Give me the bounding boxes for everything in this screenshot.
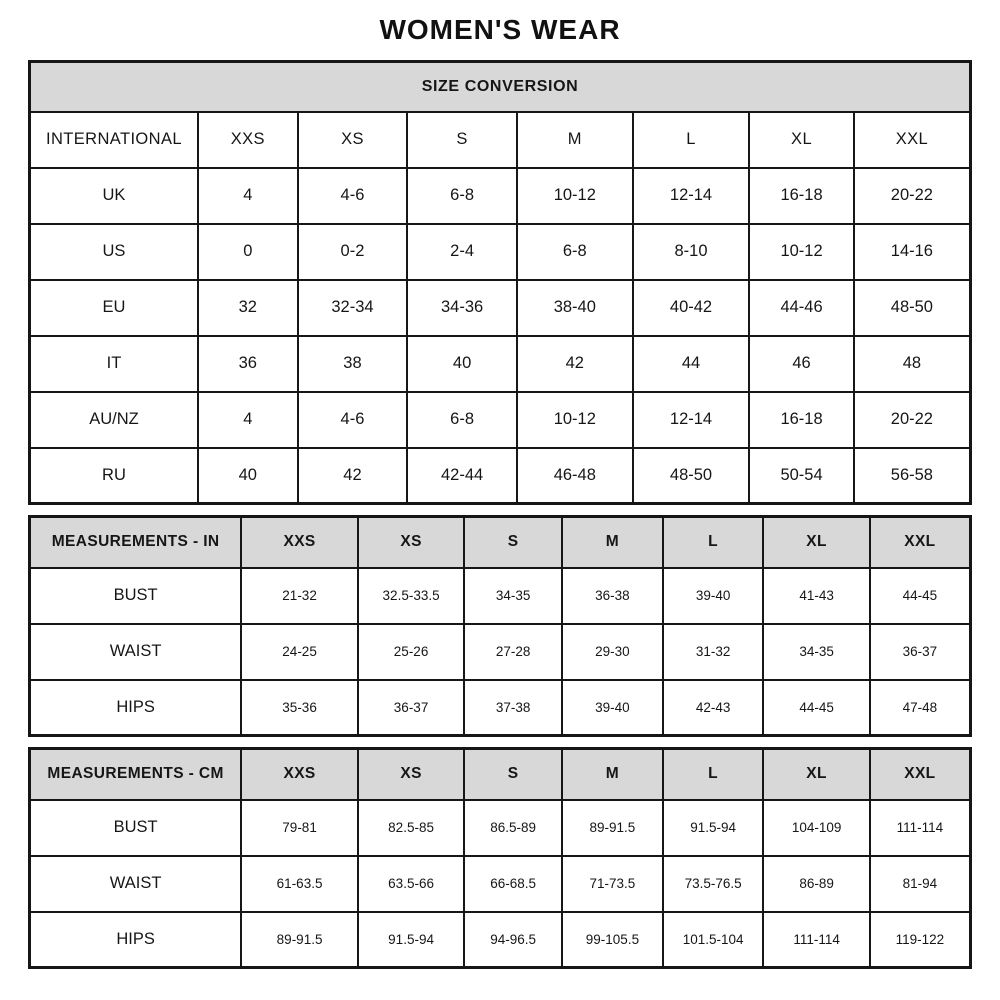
column-header-cell: XXS	[241, 749, 358, 800]
column-header-cell: L	[633, 112, 750, 168]
column-header-cell: XS	[358, 517, 464, 568]
value-cell: 36-37	[870, 624, 971, 680]
value-cell: 40	[198, 448, 298, 504]
value-cell: 34-36	[407, 280, 517, 336]
value-cell: 35-36	[241, 680, 358, 736]
column-header-cell: M	[562, 517, 663, 568]
value-cell: 20-22	[854, 168, 971, 224]
value-cell: 27-28	[464, 624, 562, 680]
value-cell: 4	[198, 168, 298, 224]
value-cell: 21-32	[241, 568, 358, 624]
value-cell: 14-16	[854, 224, 971, 280]
value-cell: 24-25	[241, 624, 358, 680]
value-cell: 29-30	[562, 624, 663, 680]
table-row	[30, 568, 971, 624]
value-cell: 42	[298, 448, 408, 504]
value-cell: 32.5-33.5	[358, 568, 464, 624]
value-cell: 86.5-89	[464, 800, 562, 856]
value-cell: 44-46	[749, 280, 853, 336]
value-cell: 37-38	[464, 680, 562, 736]
column-header-cell: MEASUREMENTS - CM	[30, 749, 242, 800]
value-cell: 38	[298, 336, 408, 392]
column-header-cell: M	[562, 749, 663, 800]
value-cell: 39-40	[562, 680, 663, 736]
value-cell: 91.5-94	[358, 912, 464, 968]
value-cell: 89-91.5	[241, 912, 358, 968]
column-header-cell: M	[517, 112, 633, 168]
value-cell: 0-2	[298, 224, 408, 280]
row-label-cell: RU	[30, 448, 198, 504]
value-cell: 48-50	[854, 280, 971, 336]
column-header-cell: XL	[763, 749, 869, 800]
value-cell: 82.5-85	[358, 800, 464, 856]
size-conversion-table	[28, 60, 972, 505]
value-cell: 42-43	[663, 680, 764, 736]
value-cell: 4-6	[298, 168, 408, 224]
value-cell: 119-122	[870, 912, 971, 968]
value-cell: 36-38	[562, 568, 663, 624]
value-cell: 6-8	[407, 168, 517, 224]
table-row	[30, 912, 971, 968]
measurements-in-table	[28, 515, 972, 737]
row-label-cell: IT	[30, 336, 198, 392]
column-header-cell: XL	[763, 517, 869, 568]
row-label-cell: HIPS	[30, 680, 242, 736]
table-banner-row	[30, 62, 971, 112]
value-cell: 38-40	[517, 280, 633, 336]
value-cell: 86-89	[763, 856, 869, 912]
row-label-cell: HIPS	[30, 912, 242, 968]
value-cell: 32	[198, 280, 298, 336]
value-cell: 44	[633, 336, 750, 392]
value-cell: 79-81	[241, 800, 358, 856]
size-guide-sheet	[28, 0, 972, 969]
value-cell: 61-63.5	[241, 856, 358, 912]
value-cell: 0	[198, 224, 298, 280]
value-cell: 20-22	[854, 392, 971, 448]
value-cell: 36	[198, 336, 298, 392]
column-header-cell: XXS	[198, 112, 298, 168]
value-cell: 12-14	[633, 168, 750, 224]
value-cell: 48	[854, 336, 971, 392]
column-header-cell: XXL	[854, 112, 971, 168]
value-cell: 6-8	[407, 392, 517, 448]
column-header-cell: S	[464, 749, 562, 800]
value-cell: 50-54	[749, 448, 853, 504]
value-cell: 36-37	[358, 680, 464, 736]
value-cell: 42-44	[407, 448, 517, 504]
page-title: WOMEN'S WEAR	[379, 14, 621, 45]
value-cell: 56-58	[854, 448, 971, 504]
value-cell: 16-18	[749, 168, 853, 224]
value-cell: 44-45	[870, 568, 971, 624]
column-header-cell: XXS	[241, 517, 358, 568]
value-cell: 66-68.5	[464, 856, 562, 912]
value-cell: 91.5-94	[663, 800, 764, 856]
value-cell: 46	[749, 336, 853, 392]
row-label-cell: WAIST	[30, 624, 242, 680]
value-cell: 4	[198, 392, 298, 448]
value-cell: 25-26	[358, 624, 464, 680]
table-row	[30, 800, 971, 856]
value-cell: 94-96.5	[464, 912, 562, 968]
column-header-cell: XXL	[870, 749, 971, 800]
row-label-cell: UK	[30, 168, 198, 224]
column-header-row	[30, 749, 971, 800]
table-row	[30, 224, 971, 280]
column-header-cell: XL	[749, 112, 853, 168]
value-cell: 89-91.5	[562, 800, 663, 856]
value-cell: 39-40	[663, 568, 764, 624]
measurements-cm-table	[28, 747, 972, 969]
value-cell: 2-4	[407, 224, 517, 280]
value-cell: 63.5-66	[358, 856, 464, 912]
value-cell: 104-109	[763, 800, 869, 856]
value-cell: 4-6	[298, 392, 408, 448]
value-cell: 34-35	[763, 624, 869, 680]
value-cell: 73.5-76.5	[663, 856, 764, 912]
table-row	[30, 392, 971, 448]
value-cell: 8-10	[633, 224, 750, 280]
value-cell: 41-43	[763, 568, 869, 624]
value-cell: 81-94	[870, 856, 971, 912]
column-header-row	[30, 517, 971, 568]
value-cell: 99-105.5	[562, 912, 663, 968]
table-row	[30, 856, 971, 912]
table-row	[30, 168, 971, 224]
value-cell: 12-14	[633, 392, 750, 448]
value-cell: 42	[517, 336, 633, 392]
value-cell: 16-18	[749, 392, 853, 448]
table-row	[30, 336, 971, 392]
value-cell: 71-73.5	[562, 856, 663, 912]
row-label-cell: EU	[30, 280, 198, 336]
value-cell: 101.5-104	[663, 912, 764, 968]
column-header-cell: L	[663, 517, 764, 568]
table-banner: SIZE CONVERSION	[30, 62, 971, 112]
value-cell: 31-32	[663, 624, 764, 680]
column-header-cell: INTERNATIONAL	[30, 112, 198, 168]
column-header-cell: S	[464, 517, 562, 568]
row-label-cell: BUST	[30, 568, 242, 624]
row-label-cell: WAIST	[30, 856, 242, 912]
value-cell: 10-12	[517, 392, 633, 448]
value-cell: 44-45	[763, 680, 869, 736]
value-cell: 111-114	[763, 912, 869, 968]
value-cell: 32-34	[298, 280, 408, 336]
value-cell: 6-8	[517, 224, 633, 280]
value-cell: 111-114	[870, 800, 971, 856]
table-row	[30, 280, 971, 336]
value-cell: 40-42	[633, 280, 750, 336]
value-cell: 48-50	[633, 448, 750, 504]
value-cell: 46-48	[517, 448, 633, 504]
column-header-cell: XS	[358, 749, 464, 800]
row-label-cell: BUST	[30, 800, 242, 856]
row-label-cell: AU/NZ	[30, 392, 198, 448]
column-header-cell: L	[663, 749, 764, 800]
column-header-cell: XS	[298, 112, 408, 168]
value-cell: 10-12	[517, 168, 633, 224]
column-header-cell: S	[407, 112, 517, 168]
column-header-cell: XXL	[870, 517, 971, 568]
column-header-row	[30, 112, 971, 168]
row-label-cell: US	[30, 224, 198, 280]
table-row	[30, 448, 971, 504]
value-cell: 40	[407, 336, 517, 392]
column-header-cell: MEASUREMENTS - IN	[30, 517, 242, 568]
value-cell: 34-35	[464, 568, 562, 624]
value-cell: 10-12	[749, 224, 853, 280]
table-row	[30, 624, 971, 680]
value-cell: 47-48	[870, 680, 971, 736]
table-row	[30, 680, 971, 736]
